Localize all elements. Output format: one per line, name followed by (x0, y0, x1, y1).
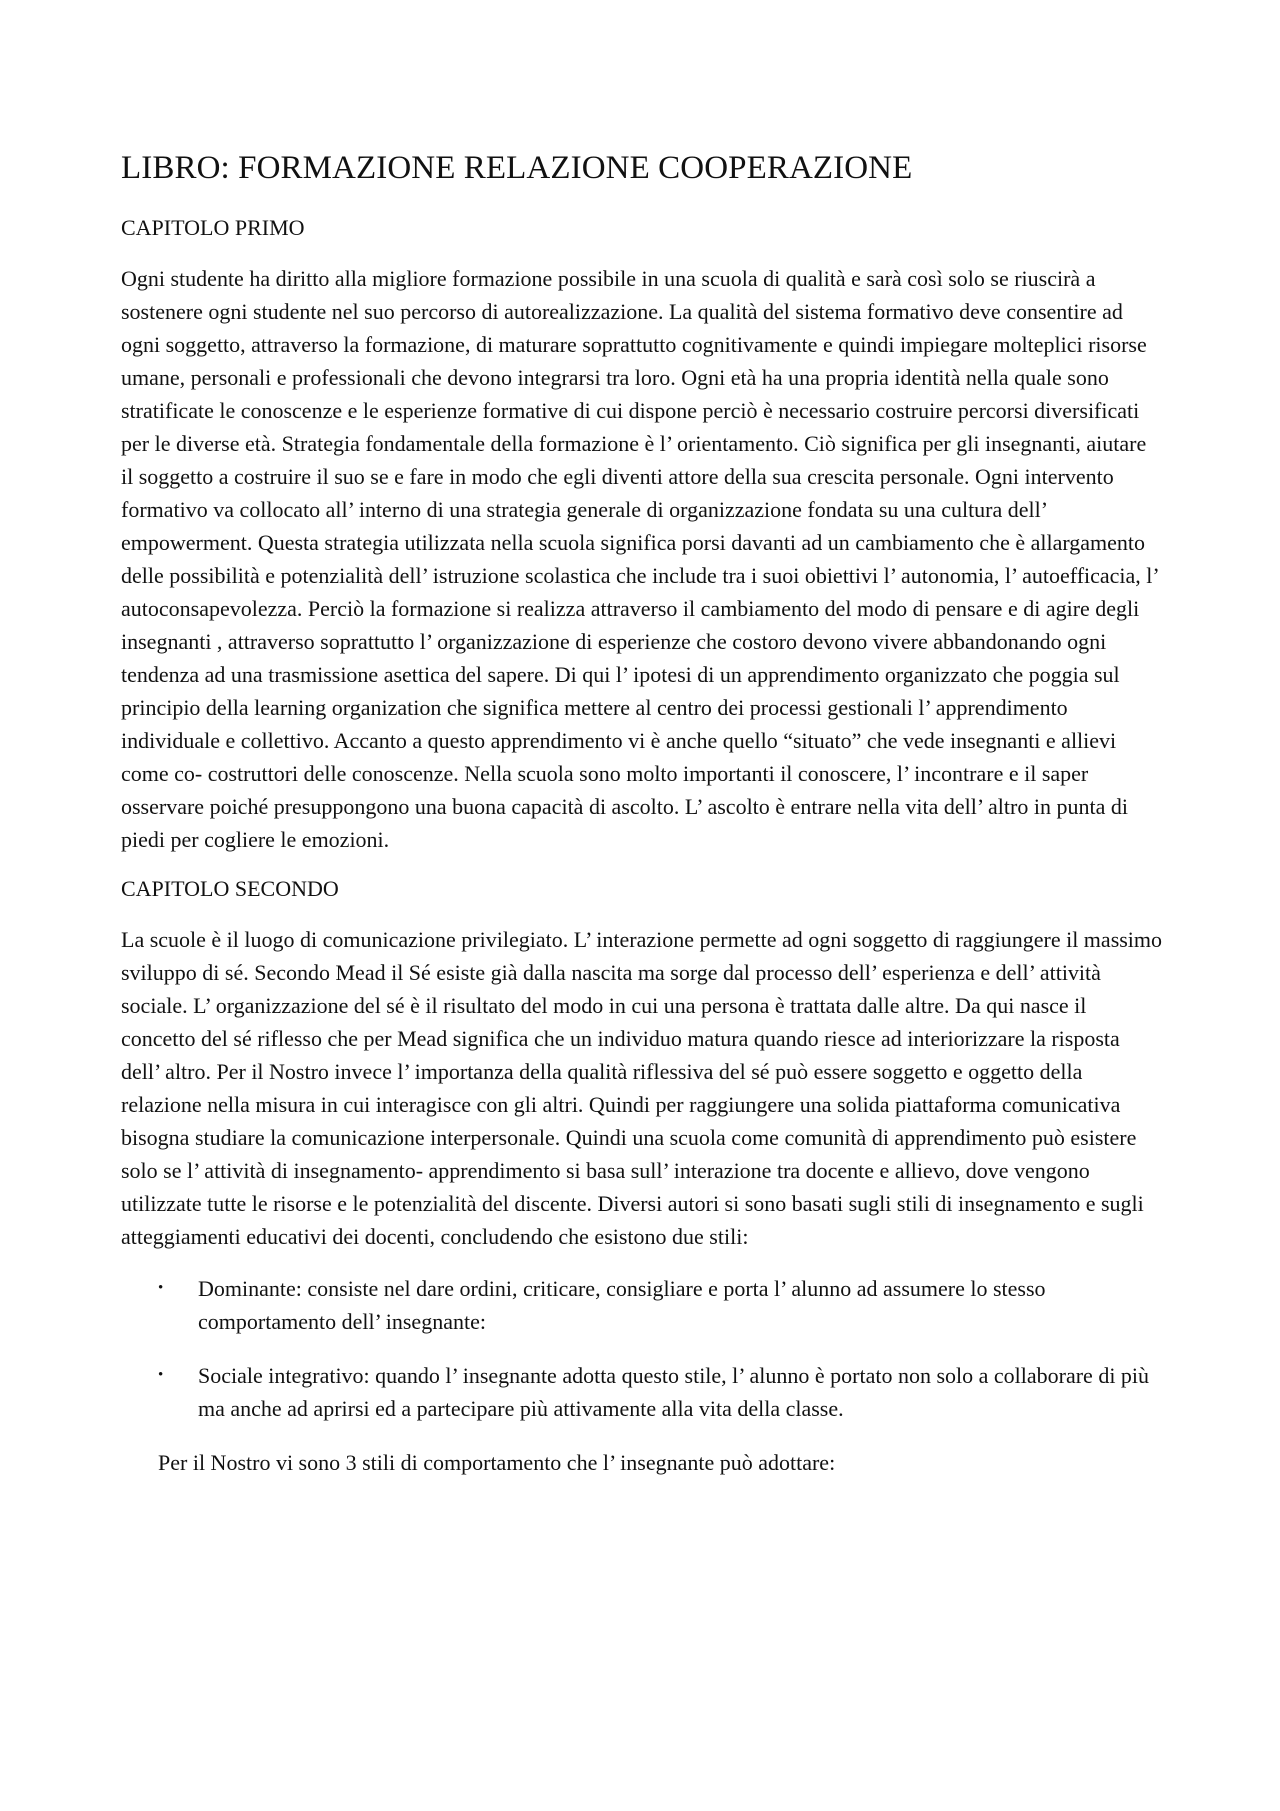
bullet-icon: • (158, 1367, 164, 1383)
chapter-2-paragraph: La scuole è il luogo di comunicazione privilegiato. L’ interazione permette ad ogni soggetto di raggiungere il massimo sviluppo di sé. Secondo Mead il Sé esiste già dalla nascita ma sorge dal processo dell’ esperienza e dell’ attività sociale. L’ organizzazione del sé è il risultato del modo in cui una persona è trattata dalle altre. Da qui nasce il concetto del sé riflesso che per Mead significa che un individuo matura quando riesce ad interiorizzare la risposta dell’ altro. Per il Nostro invece l’ importanza della qualità riflessiva del sé può essere soggetto e oggetto della relazione nella misura in cui interagisce con gli altri. Quindi per raggiungere una solida piattaforma comunicativa bisogna studiare la comunicazione interpersonale. Quindi una scuola come comunità di apprendimento può esistere solo se l’ attività di insegnamento- apprendimento si basa sull’ interazione tra docente e allievo, dove vengono utilizzate tutte le risorse e le potenzialità del discente. Diversi autori si sono basati sugli stili di insegnamento e sugli atteggiamenti educativi dei docenti, concludendo che esistono due stili: (121, 927, 1163, 1249)
chapter-1-paragraph: Ogni studente ha diritto alla migliore formazione possibile in una scuola di qualità e sarà così solo se riuscirà a sostenere ogni studente nel suo percorso di autorealizzazione. La qualità del sistema formativo deve consentire ad ogni soggetto, attraverso la formazione, di maturare soprattutto cognitivamente e quindi impiegare molteplici risorse umane, personali e professionali che devono integrarsi tra loro. Ogni età ha una propria identità nella quale sono stratificate le conoscenze e le esperienze formative di cui dispone perciò è necessario costruire percorsi diversificati per le diverse età. Strategia fondamentale della formazione è l’ orientamento. Ciò significa per gli insegnanti, aiutare il soggetto a costruire il suo se e fare in modo che egli diventi attore della sua crescita personale. Ogni intervento formativo va collocato all’ interno di una strategia generale di organizzazione fondata su una cultura dell’ empowerment. Questa strategia utilizzata nella scuola significa porsi davanti ad un cambiamento che è allargamento delle possibilità e potenzialità dell’ istruzione scolastica che include tra i suoi obiettivi l’ autonomia, l’ autoefficacia, l’ autoconsapevolezza. Perciò la formazione si realizza attraverso il cambiamento del modo di pensare e di agire degli insegnanti , attraverso soprattutto l’ organizzazione di esperienze che costoro devono vivere abbandonando ogni tendenza ad una trasmissione asettica del sapere. Di qui l’ ipotesi di un apprendimento organizzato che poggia sul principio della learning organization che significa mettere al centro dei processi gestionali l’ apprendimento individuale e collettivo. Accanto a questo apprendimento vi è anche quello “situato” che vede insegnanti e allievi come co- costruttori delle conoscenze. Nella scuola sono molto importanti il conoscere, l’ incontrare e il saper osservare poiché presuppongono una buona capacità di ascolto. L’ ascolto è entrare nella vita dell’ altro in punta di piedi per cogliere le emozioni. (121, 266, 1159, 852)
bullet-icon: • (158, 1280, 164, 1296)
list-item-text: Sociale integrativo: quando l’ insegnante adotta questo stile, l’ alunno è portato non solo a collaborare di più ma anche ad aprirsi ed a partecipare più attivamente alla vita della classe. (198, 1363, 1150, 1421)
document-title: LIBRO: FORMAZIONE RELAZIONE COOPERAZIONE (121, 150, 913, 186)
teaching-styles-list (121, 1272, 1163, 1425)
list-item-text: Dominante: consiste nel dare ordini, criticare, consigliare e porta l’ alunno ad assumere lo stesso comportamento dell’ insegnante: (198, 1276, 1046, 1334)
list-item (121, 1272, 1163, 1338)
chapter-heading-2: CAPITOLO SECONDO (121, 876, 339, 901)
document-page (121, 148, 1163, 1498)
closing-paragraph: Per il Nostro vi sono 3 stili di comportamento che l’ insegnante può adottare: (158, 1450, 836, 1475)
list-item (121, 1359, 1163, 1425)
chapter-heading-1: CAPITOLO PRIMO (121, 215, 305, 240)
